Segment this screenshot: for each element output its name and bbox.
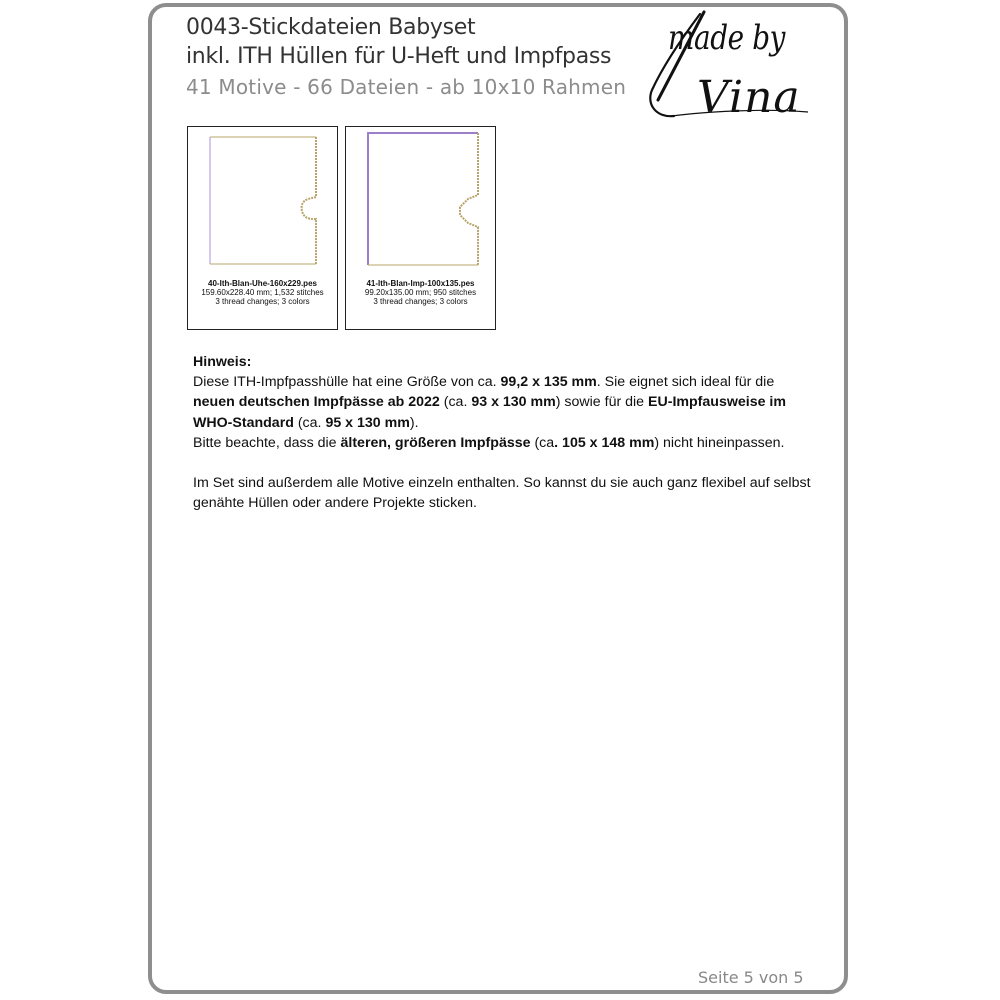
- text-bold: 93 x 130 mm: [471, 394, 556, 411]
- notes-paragraph-warning: [193, 433, 813, 453]
- header-title: 0043-Stickdateien Babyset: [186, 15, 476, 40]
- header-details: 41 Motive - 66 Dateien - ab 10x10 Rahmen: [186, 75, 627, 99]
- text-bold: 99,2 x 135 mm: [500, 374, 597, 391]
- notes-paragraph-set: Im Set sind außerdem alle Motive einzeln enthalten. So kannst du sie auch ganz flexibel auf selbst genähte Hüllen oder andere Projekte sticken.: [193, 475, 811, 512]
- text: (ca.: [293, 414, 326, 431]
- thumbnail-size: 159.60x228.40 mm; 1,532 stitches: [201, 288, 324, 297]
- text: ) nicht hineinpassen.: [654, 434, 785, 451]
- text: ).: [409, 414, 419, 431]
- text: Diese ITH-Impfpasshülle hat eine Größe von ca.: [193, 374, 501, 391]
- logo-made-by: made by: [668, 18, 786, 58]
- text: (ca: [530, 434, 555, 451]
- notes-paragraph-size: [193, 372, 813, 433]
- text-bold: 95 x 130 mm: [325, 414, 410, 431]
- thumbnail-thread: 3 thread changes; 3 colors: [215, 297, 310, 306]
- text: (ca.: [439, 394, 472, 411]
- header-subtitle: inkl. ITH Hüllen für U-Heft und Impfpass: [186, 44, 612, 69]
- thumbnail-uheft: [187, 126, 338, 330]
- text-bold: EU-Impfausweise im WHO-Standard: [193, 394, 786, 431]
- logo-vina: Vina: [697, 72, 801, 123]
- page-number: Seite 5 von 5: [698, 968, 804, 987]
- notes-title: Hinweis:: [193, 354, 252, 370]
- text-bold: . 105 x 148 mm: [554, 434, 655, 451]
- text-bold: neuen deutschen Impfpässe ab 2022: [193, 394, 440, 411]
- notes-section: [193, 352, 813, 513]
- thumbnail-impfpass: [345, 126, 496, 330]
- thumbnail-thread: 3 thread changes; 3 colors: [373, 297, 468, 306]
- text-bold: älteren, größeren Impfpässe: [340, 434, 531, 451]
- text: . Sie eignet sich ideal für die: [596, 374, 775, 391]
- thumbnail-filename: 41-Ith-Blan-Imp-100x135.pes: [366, 279, 475, 288]
- thumbnail-filename: 40-Ith-Blan-Uhe-160x229.pes: [208, 279, 317, 288]
- text: ) sowie für die: [555, 394, 649, 411]
- thumbnail-size: 99.20x135.00 mm; 950 stitches: [364, 288, 477, 297]
- text: Bitte beachte, dass die: [193, 434, 341, 451]
